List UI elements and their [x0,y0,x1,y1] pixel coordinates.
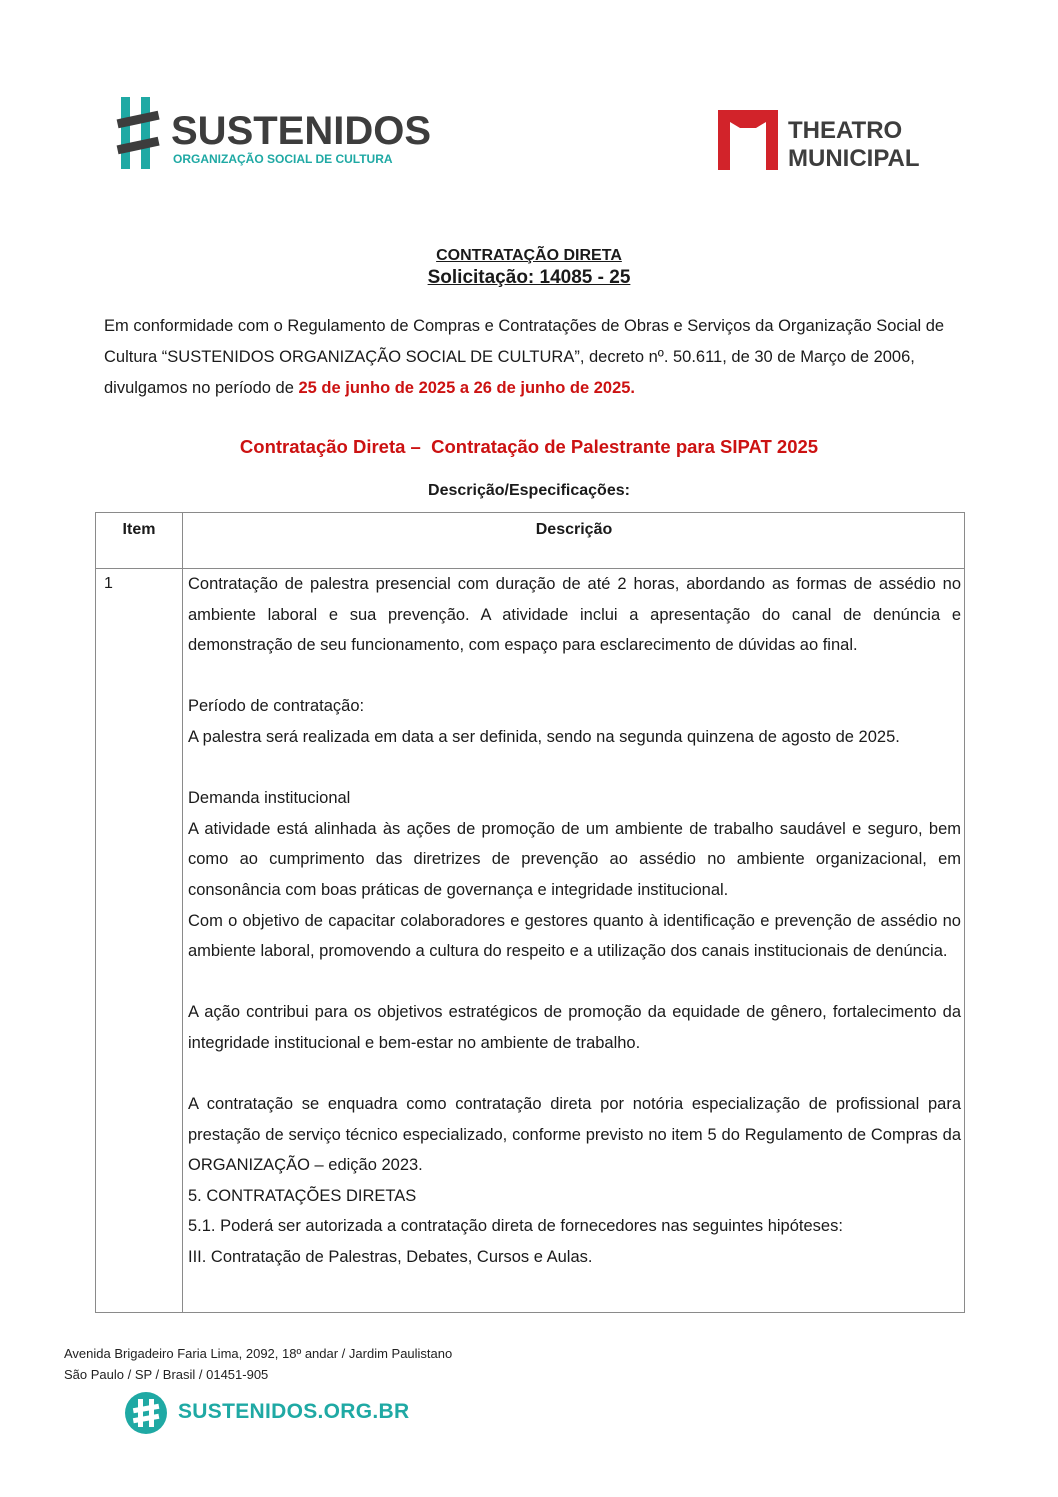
table-header-description: Descrição [535,521,613,538]
sustenidos-logo [117,95,432,171]
rule-iii: III. Contratação de Palestras, Debates, Cursos e Aulas. [188,1248,593,1267]
footer-address-line2: São Paulo / SP / Brasil / 01451-905 [64,1367,269,1382]
sustenidos-logo-text: SUSTENIDOS [171,109,432,153]
theatro-logo-line1: THEATRO [788,117,903,144]
specifications-label: Descrição/Especificações: [428,482,630,499]
footer-website-link[interactable]: SUSTENIDOS.ORG.BR [178,1400,410,1423]
action-paragraph: A ação contribui para os objetivos estratégicos de promoção da equidade de gênero, fortalecimento da integridade institucional e bem-estar no ambiente de trabalho. [188,1003,961,1052]
specifications-table [95,512,965,1313]
period-label: Período de contratação: [188,697,365,716]
period-text: A palestra será realizada em data a ser definida, sendo na segunda quinzena de agosto de 2025. [188,727,900,746]
footer-address-line1: Avenida Brigadeiro Faria Lima, 2092, 18º andar / Jardim Paulistano [64,1346,453,1361]
demand-text-1: A atividade está alinhada às ações de promoção de um ambiente de trabalho saudável e seguro, bem como ao cumprimento das diretrizes de prevenção ao assédio no ambiente organizacional, em consonância com boas práticas de governança e integridade institucional. [188,819,961,899]
intro-text: Em conformidade com o Regulamento de Compras e Contratações de Obras e Serviços da Organização Social de Cultura “SUSTENIDOS ORGANIZAÇÃO SOCIAL DE CULTURA”, decreto nº. 50.611, de 30 de Março de 2006, divulgamos no período de [104,317,945,397]
section-subtitle: Contratação Direta – Contratação de Palestrante para SIPAT 2025 [239,436,819,457]
demand-text-2: Com o objetivo de capacitar colaboradores e gestores quanto à identificação e prevenção de assédio no ambiente laboral, promovendo a cultura do respeito e a utilização dos canais institucionais de denúncia. [188,911,961,961]
table-column-divider [182,513,183,1312]
intro-paragraph [104,311,962,404]
demand-label: Demanda institucional [188,789,351,808]
theatro-logo-line2: MUNICIPAL [788,145,920,172]
table-cell-description [188,569,961,1273]
footer-address [64,1343,452,1385]
title-solicitation: Solicitação: 14085 - 25 [427,267,631,288]
sustenidos-logo-subtext: ORGANIZAÇÃO SOCIAL DE CULTURA [173,152,393,166]
table-cell-item: 1 [104,575,113,592]
title-line1: CONTRATAÇÃO DIRETA [436,247,622,264]
contract-paragraph: A contratação se enquadra como contratação direta por notória especialização de profissional para prestação de serviço técnico especializado, conforme previsto no item 5 do Regulamento de Compras da ORGANIZAÇÃO – edição 2023. [188,1095,961,1175]
service-description: Contratação de palestra presencial com duração de até 2 horas, abordando as formas de assédio no ambiente laboral e sua prevenção. A atividade inclui a apresentação do canal de denúncia e demonstração de seu funcionamento, com espaço para esclarecimento de dúvidas ao final. [188,575,961,655]
intro-period-highlight: 25 de junho de 2025 a 26 de junho de 2025. [298,379,636,397]
theatro-municipal-logo [716,108,956,174]
rule-heading: 5. CONTRATAÇÕES DIRETAS [188,1186,417,1205]
table-header-item: Item [122,521,156,538]
document-title [0,246,1058,290]
rule-5-1: 5.1. Poderá ser autorizada a contratação direta de fornecedores nas seguintes hipóteses: [188,1217,843,1236]
